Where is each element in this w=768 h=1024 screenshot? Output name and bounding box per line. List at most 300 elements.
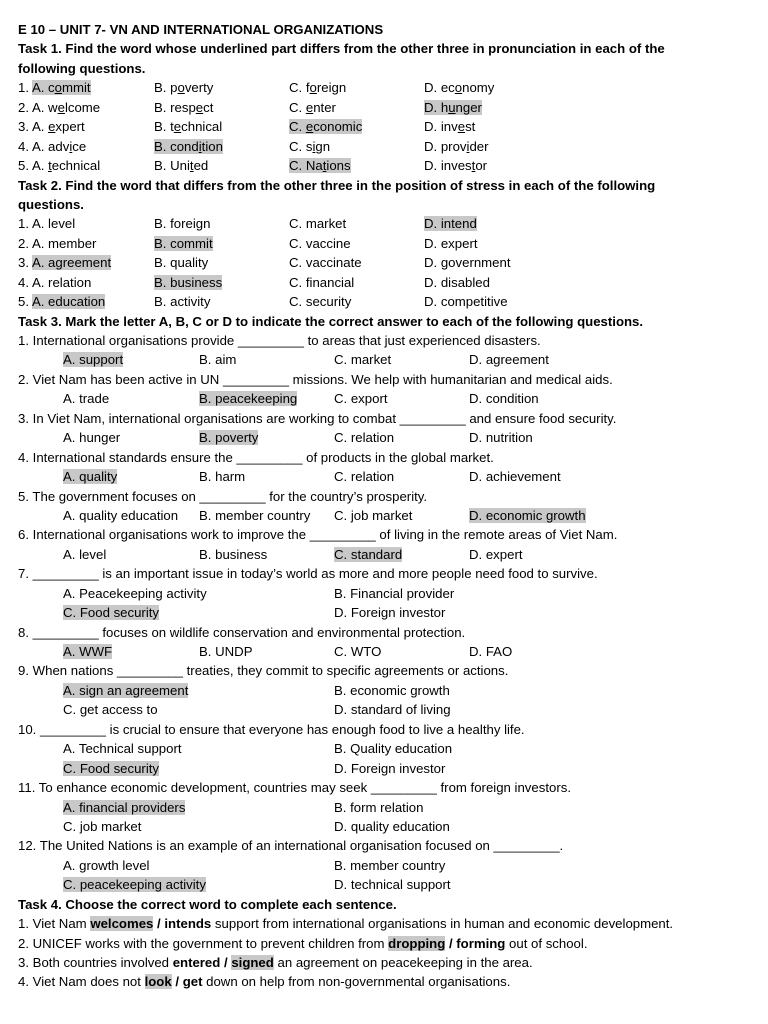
question-row (18, 292, 753, 311)
underlined-part: i (312, 138, 316, 154)
option-suffix: mmit (62, 80, 91, 96)
option-word: B. foreign (154, 216, 211, 232)
option-suffix: ions (326, 158, 351, 174)
option-d[interactable] (424, 214, 477, 233)
option-word (32, 158, 100, 173)
choice-separator: / (153, 916, 165, 932)
option-c[interactable] (63, 875, 206, 894)
option-d[interactable] (334, 759, 445, 778)
sentence-start: 3. Both countries involved (18, 955, 173, 970)
option-text: A. Peacekeeping activity (63, 585, 207, 601)
option-prefix: A. c (31, 80, 55, 96)
option-c[interactable] (334, 545, 402, 564)
underlined-part: t (322, 158, 327, 174)
option-text: B. form relation (334, 799, 424, 815)
choice-separator: / (220, 955, 232, 970)
option-word (154, 100, 213, 115)
option-a[interactable] (18, 292, 105, 311)
option-word (32, 139, 86, 154)
option-b[interactable] (154, 156, 208, 175)
option-text: B. Financial provider (334, 585, 455, 601)
option-text: C. relation (334, 430, 395, 446)
option-c[interactable] (63, 603, 159, 622)
option-c[interactable] (63, 817, 141, 836)
option-c[interactable] (289, 214, 346, 233)
option-a[interactable] (18, 137, 86, 156)
option-word: C. vaccine (289, 235, 351, 251)
option-c[interactable] (289, 234, 351, 253)
option-b[interactable] (199, 350, 236, 369)
option-b[interactable] (154, 234, 213, 253)
task4-heading: Task 4. Choose the correct word to complete each sentence. (18, 896, 397, 912)
option-suffix: reign (316, 80, 347, 96)
task1-heading: Task 1. Find the word whose underlined part differs from the other three in pronunciation in each of the (18, 41, 665, 57)
option-row (18, 759, 753, 778)
choice-separator: / (171, 974, 183, 990)
question-text: 4. International standards ensure the _________ of products in the global market. (18, 449, 494, 465)
sentence (18, 914, 753, 933)
option-word: C. security (289, 294, 352, 310)
option-a[interactable] (18, 156, 100, 175)
choice-1[interactable]: entered (172, 955, 221, 970)
underlined-part: i (198, 138, 202, 154)
option-d[interactable] (424, 273, 490, 292)
question-row (18, 78, 753, 97)
option-a[interactable] (63, 506, 178, 525)
option-text: C. get access to (63, 702, 158, 718)
option-text: A. level (63, 546, 107, 562)
task2-heading: Task 2. Find the word that differs from the other three in the position of stress in each of the following (18, 177, 656, 193)
question-text: 3. In Viet Nam, international organisations are working to combat _________ and ensure food security. (18, 410, 617, 426)
option-b[interactable] (334, 798, 423, 817)
option-b[interactable] (199, 428, 258, 447)
option-row (18, 798, 753, 817)
choice-2[interactable]: intends (164, 916, 212, 932)
option-d[interactable] (469, 467, 561, 486)
option-text: A. hunger (63, 430, 121, 446)
option-text: B. poverty (199, 430, 259, 446)
question-row (18, 234, 753, 253)
option-row (18, 428, 753, 447)
option-word: B. activity (154, 294, 211, 310)
option-b[interactable] (154, 137, 223, 156)
option-row (18, 817, 753, 836)
option-word: A. level (31, 216, 76, 232)
option-word: C. financial (289, 274, 355, 290)
option-a[interactable] (18, 117, 85, 136)
underlined-part: e (57, 99, 65, 115)
option-a[interactable] (63, 350, 123, 369)
underlined-part: o (309, 80, 317, 96)
option-a[interactable] (63, 856, 150, 875)
sentence-end: out of school. (505, 935, 588, 951)
sentence-start: 1. Viet Nam (18, 916, 91, 932)
option-suffix: lcome (64, 99, 101, 115)
option-prefix: A. w (31, 99, 58, 115)
sentence-end: an agreement on peacekeeping in the area. (273, 955, 533, 970)
option-text: B. aim (199, 352, 237, 368)
option-text: C. WTO (334, 644, 382, 659)
option-text: D. FAO (469, 644, 513, 659)
question-text: 1. International organisations provide _________ to areas that just experienced disasters. (18, 333, 541, 348)
underlined-part: o (177, 80, 185, 96)
option-b[interactable] (199, 389, 297, 408)
sentence-start: 2. UNICEF works with the government to prevent children from (18, 935, 389, 951)
option-prefix: C. s (289, 138, 313, 154)
option-a[interactable] (18, 98, 100, 117)
option-text: A. Technical support (63, 741, 182, 757)
question-number: 3. (18, 255, 32, 271)
option-text: C. Food security (63, 605, 160, 621)
option-text: C. export (334, 391, 388, 407)
question-row (18, 137, 753, 156)
option-row (18, 467, 753, 486)
option-text: D. condition (469, 391, 539, 407)
option-text: C. job market (63, 818, 142, 834)
option-a[interactable] (18, 273, 91, 292)
option-b[interactable] (154, 98, 213, 117)
option-d[interactable] (469, 350, 549, 369)
option-prefix: B. p (154, 80, 178, 96)
option-c[interactable] (289, 98, 336, 117)
question-text: 9. When nations _________ treaties, they commit to specific agreements or actions. (18, 663, 509, 679)
option-suffix: ct (203, 99, 214, 115)
option-word (289, 139, 330, 154)
option-text: D. Foreign investor (334, 760, 446, 776)
option-c[interactable] (289, 156, 351, 175)
option-d[interactable] (424, 137, 489, 156)
question-row (18, 273, 753, 292)
question-text: 6. International organisations work to improve the _________ of living in the remote areas of Viet Nam. (18, 527, 618, 543)
option-text: C. relation (334, 469, 395, 485)
option-word (289, 100, 336, 115)
option-prefix: D. prov (424, 138, 467, 154)
option-prefix: C. f (289, 80, 310, 96)
option-word: D. competitive (424, 294, 508, 310)
option-text: D. expert (469, 546, 523, 562)
sentence (18, 934, 753, 953)
option-d[interactable] (469, 506, 586, 525)
choice-1[interactable]: welcomes (90, 916, 154, 932)
option-text: A. WWF (63, 644, 113, 659)
option-prefix: D. inv (424, 119, 458, 135)
option-row (18, 545, 753, 564)
option-suffix: tion (201, 138, 223, 154)
option-c[interactable] (334, 428, 394, 447)
option-a[interactable] (63, 467, 117, 486)
option-d[interactable] (469, 428, 533, 447)
option-b[interactable] (334, 681, 450, 700)
option-text: B. UNDP (199, 644, 253, 659)
option-b[interactable] (199, 545, 267, 564)
underlined-part: t (471, 158, 476, 174)
option-text: B. harm (199, 469, 246, 485)
question-number: 3. (18, 119, 32, 135)
question-row (18, 253, 753, 272)
option-a[interactable] (18, 78, 91, 97)
sentence (18, 972, 753, 991)
underlined-part: e (173, 119, 182, 135)
option-word (424, 139, 489, 154)
question-number: 5. (18, 294, 32, 310)
choice-2[interactable]: get (182, 974, 203, 990)
question-text: 11. To enhance economic development, countries may seek _________ from foreign investors. (18, 780, 571, 796)
option-c[interactable] (289, 292, 351, 311)
choice-2[interactable]: signed (231, 955, 274, 970)
option-d[interactable] (424, 78, 494, 97)
option-text: D. achievement (469, 469, 561, 485)
option-a[interactable] (18, 214, 75, 233)
option-word (32, 119, 85, 134)
option-word: D. intend (424, 216, 477, 232)
option-c[interactable] (334, 350, 391, 369)
question-row (18, 214, 753, 233)
option-b[interactable] (199, 506, 310, 525)
question-number: 1. (18, 216, 32, 232)
option-c[interactable] (289, 273, 354, 292)
option-prefix: C. (289, 119, 306, 135)
option-a[interactable] (63, 798, 185, 817)
option-suffix: xpert (55, 119, 85, 135)
task1-heading-cont: following questions. (18, 60, 146, 76)
option-word: C. market (289, 216, 347, 232)
option-prefix: B. Uni (154, 158, 190, 174)
option-c[interactable] (334, 642, 381, 661)
option-d[interactable] (424, 234, 478, 253)
option-word (289, 119, 362, 134)
option-word: D. expert (424, 235, 478, 251)
option-a[interactable] (63, 681, 188, 700)
option-text: D. nutrition (469, 430, 533, 446)
question-text: 7. _________ is an important issue in today’s world as more and more people need food to survive. (18, 566, 598, 582)
option-word: B. quality (154, 255, 209, 271)
option-a[interactable] (63, 389, 109, 408)
question-number: 5. (18, 158, 32, 174)
option-a[interactable] (63, 642, 112, 661)
underlined-part: e (305, 119, 314, 135)
sentence (18, 953, 753, 972)
question-number: 4. (18, 138, 32, 154)
option-b[interactable] (154, 292, 210, 311)
question-text: 8. _________ focuses on wildlife conservation and environmental protection. (18, 624, 466, 640)
option-word: D. disabled (424, 274, 490, 290)
option-b[interactable] (199, 642, 253, 661)
option-row (18, 856, 753, 875)
option-word (154, 119, 222, 134)
sentence-end: support from international organisations in human and economic development. (211, 916, 674, 932)
option-text: A. sign an agreement (63, 682, 189, 698)
option-b[interactable] (334, 584, 454, 603)
task3-questions (18, 331, 753, 895)
underlined-part: o (454, 80, 463, 96)
option-d[interactable] (424, 253, 511, 272)
option-b[interactable] (334, 739, 452, 758)
option-prefix: B. resp (154, 99, 196, 115)
option-word: A. member (31, 235, 97, 251)
option-d[interactable] (469, 545, 523, 564)
option-c[interactable] (289, 253, 362, 272)
option-d[interactable] (424, 292, 508, 311)
option-prefix: D. ec (424, 80, 455, 96)
option-text: A. support (63, 352, 124, 368)
option-word (424, 158, 487, 173)
option-d[interactable] (469, 389, 539, 408)
option-d[interactable] (424, 98, 482, 117)
question-number: 2. (18, 235, 32, 251)
option-prefix: B. cond (154, 138, 199, 154)
option-c[interactable] (63, 759, 159, 778)
option-b[interactable] (154, 253, 208, 272)
question-text: 5. The government focuses on _________ for the country’s prosperity. (18, 488, 428, 504)
option-prefix: C. (289, 99, 306, 115)
underlined-part: o (54, 80, 62, 96)
question-text: 2. Viet Nam has been active in UN _________ missions. We help with humanitarian and medical aids. (18, 371, 613, 387)
option-text: C. peacekeeping activity (63, 877, 206, 893)
question-text: 12. The United Nations is an example of an international organisation focused on _________. (18, 838, 564, 854)
choice-separator: / (445, 935, 457, 951)
option-text: C. market (334, 352, 392, 368)
option-word (154, 80, 213, 95)
option-text: A. trade (63, 391, 110, 407)
sentence-start: 4. Viet Nam does not (18, 974, 145, 990)
underlined-part: e (305, 99, 314, 115)
task1-questions (18, 78, 753, 175)
choice-1[interactable]: dropping (388, 935, 446, 951)
option-word: B. commit (154, 235, 213, 251)
option-word (289, 80, 346, 95)
option-text: B. Quality education (334, 741, 453, 757)
option-word: A. education (31, 294, 106, 310)
option-text: A. quality education (63, 507, 179, 523)
option-row (18, 506, 753, 525)
option-d[interactable] (334, 603, 445, 622)
option-prefix: C. Na (289, 158, 323, 174)
option-text: B. business (199, 546, 268, 562)
option-text: D. economic growth (469, 507, 586, 523)
choice-1[interactable]: look (144, 974, 172, 990)
option-prefix: A. adv (31, 138, 70, 154)
option-a[interactable] (63, 428, 120, 447)
option-b[interactable] (154, 78, 213, 97)
option-text: B. member country (334, 857, 446, 873)
underlined-part: i (69, 138, 73, 154)
option-c[interactable] (289, 137, 330, 156)
option-c[interactable] (334, 389, 388, 408)
option-row (18, 875, 753, 894)
option-row (18, 642, 753, 661)
question-row (18, 117, 753, 136)
option-text: D. quality education (334, 818, 450, 834)
option-word: A. relation (31, 274, 92, 290)
option-d[interactable] (334, 700, 451, 719)
option-d[interactable] (469, 642, 512, 661)
option-d[interactable] (424, 117, 475, 136)
option-word (154, 139, 223, 154)
option-prefix: A. (31, 119, 49, 135)
option-word: D. government (424, 255, 511, 271)
option-text: C. Food security (63, 760, 160, 776)
question-text: 10. _________ is crucial to ensure that everyone has enough food to live a healthy life. (18, 721, 525, 737)
option-row (18, 350, 753, 369)
option-c[interactable] (334, 467, 394, 486)
option-text: C. standard (334, 546, 403, 562)
option-text: B. economic growth (334, 682, 450, 698)
option-a[interactable] (18, 253, 111, 272)
sentence-end: down on help from non-governmental organisations. (202, 974, 511, 990)
option-text: C. job market (334, 507, 413, 523)
option-suffix: chnical (181, 119, 223, 135)
option-b[interactable] (154, 273, 222, 292)
option-text: A. financial providers (63, 799, 186, 815)
option-suffix: gn (315, 138, 331, 154)
question-row (18, 156, 753, 175)
option-c[interactable] (289, 117, 362, 136)
option-row (18, 700, 753, 719)
option-text: A. growth level (63, 857, 150, 873)
option-a[interactable] (63, 739, 182, 758)
option-row (18, 681, 753, 700)
underlined-part: e (457, 119, 466, 135)
page-title: E 10 – UNIT 7- VN AND INTERNATIONAL ORGANIZATIONS (18, 22, 384, 37)
underlined-part: i (466, 138, 470, 154)
option-d[interactable] (334, 875, 451, 894)
option-row (18, 739, 753, 758)
option-prefix: D. inves (424, 158, 472, 174)
option-word (424, 119, 475, 134)
option-suffix: ed (193, 158, 209, 174)
option-text: A. quality (63, 469, 118, 485)
question-number: 4. (18, 274, 32, 290)
choice-2[interactable]: forming (456, 935, 506, 951)
option-suffix: nomy (462, 80, 495, 96)
option-d[interactable] (334, 817, 450, 836)
option-prefix: D. h (424, 99, 449, 115)
option-b[interactable] (199, 467, 245, 486)
option-row (18, 603, 753, 622)
option-c[interactable] (63, 700, 158, 719)
option-suffix: st (465, 119, 476, 135)
option-a[interactable] (63, 584, 207, 603)
task4-questions (18, 914, 753, 992)
underlined-part: u (448, 99, 456, 115)
option-text: D. technical support (334, 877, 451, 893)
option-a[interactable] (63, 545, 106, 564)
underlined-part: e (48, 119, 56, 135)
option-word: B. business (154, 274, 223, 290)
option-b[interactable] (154, 117, 222, 136)
option-suffix: or (475, 158, 488, 174)
option-suffix: ce (72, 138, 87, 154)
option-word (289, 158, 351, 173)
option-row (18, 584, 753, 603)
question-row (18, 98, 753, 117)
option-text: D. agreement (469, 352, 549, 368)
option-c[interactable] (334, 506, 412, 525)
option-b[interactable] (334, 856, 445, 875)
option-b[interactable] (154, 214, 210, 233)
option-word (154, 158, 208, 173)
question-number: 2. (18, 99, 32, 115)
option-suffix: nger (455, 99, 482, 115)
option-c[interactable] (289, 78, 346, 97)
option-word (424, 80, 494, 95)
underlined-part: t (189, 158, 194, 174)
option-d[interactable] (424, 156, 487, 175)
underlined-part: e (195, 99, 204, 115)
option-a[interactable] (18, 234, 96, 253)
question-number: 1. (18, 80, 32, 96)
underlined-part: t (48, 158, 52, 174)
